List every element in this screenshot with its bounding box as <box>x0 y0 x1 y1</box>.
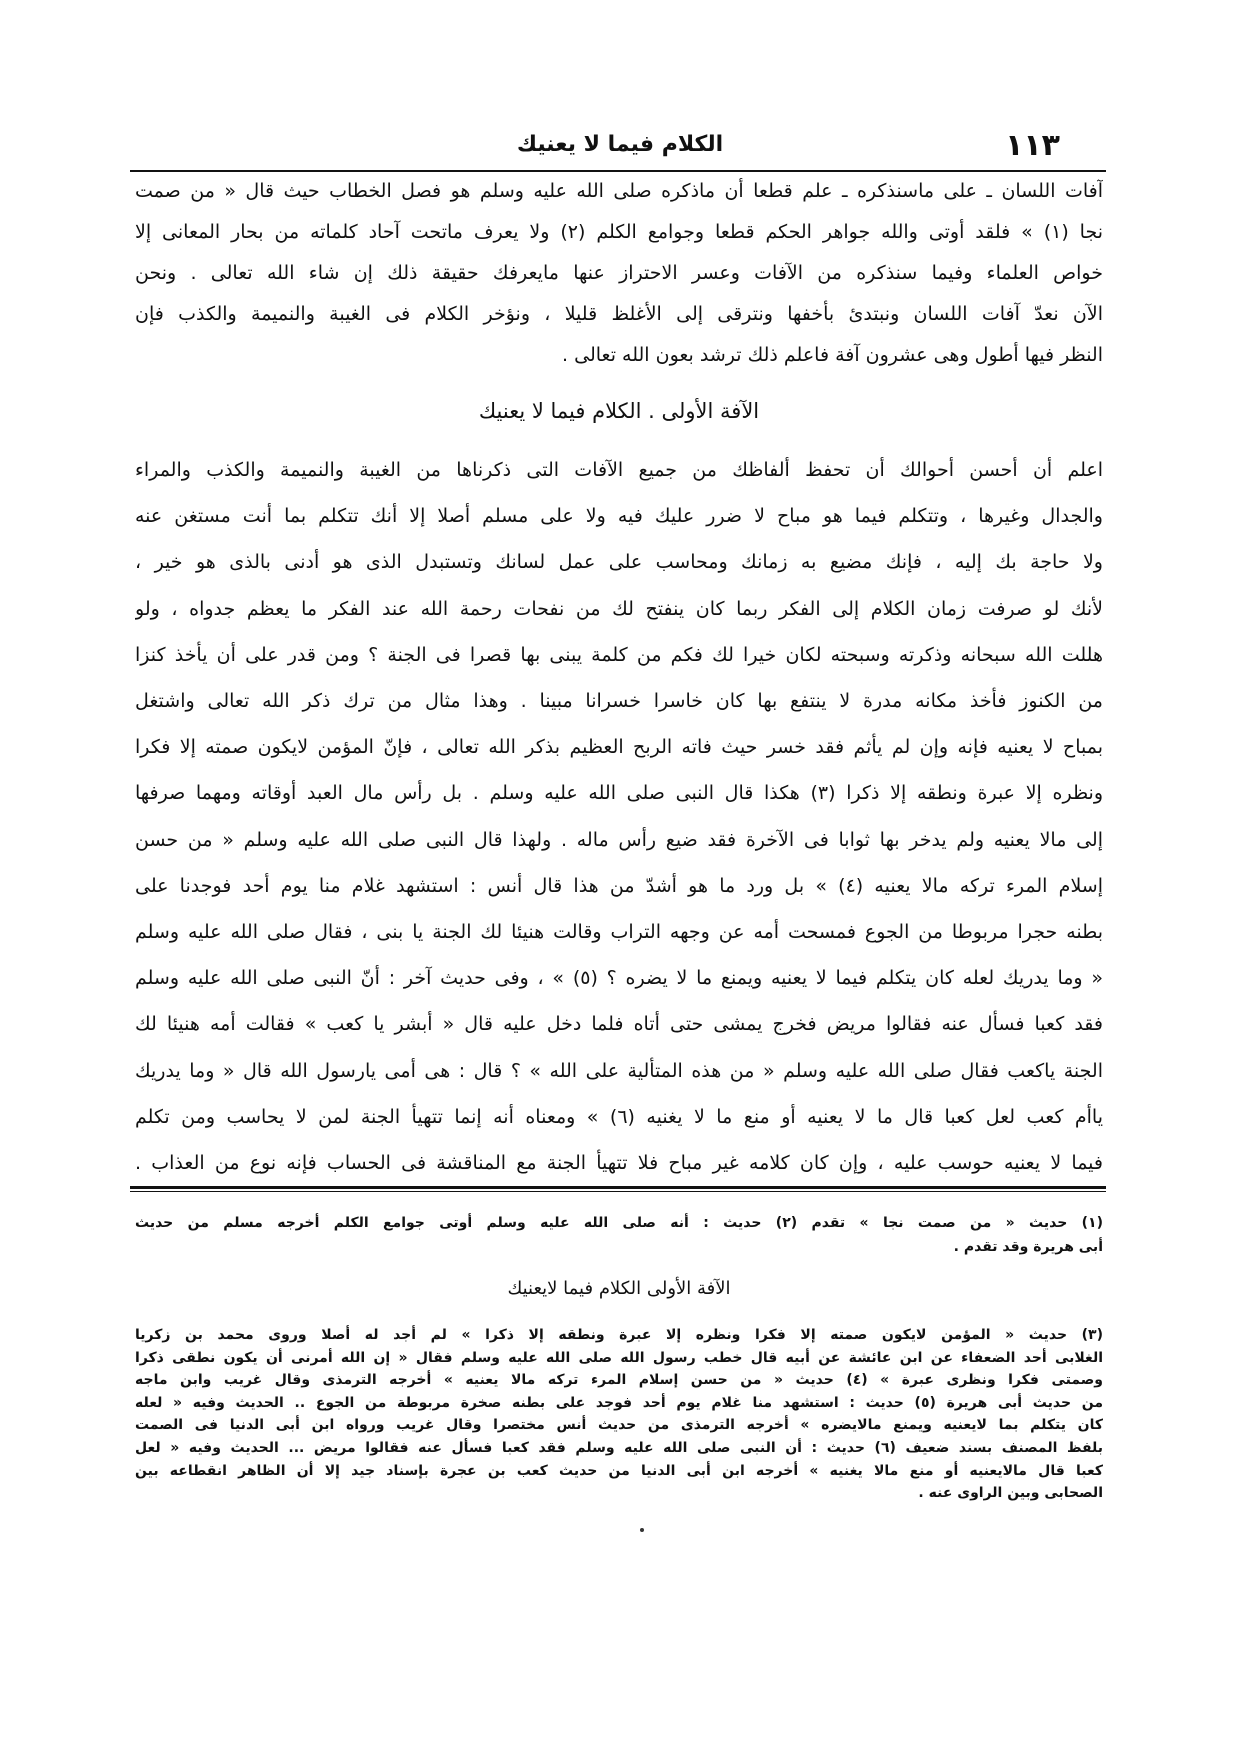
text-line: آفات اللسان ـ على ماسنذكره ـ علم قطعا أن ماذكره صلى الله عليه وسلم هو فصل الخطاب حيث قال « من صمت <box>135 180 1103 202</box>
text-line: خواص العلماء وفيما سنذكره من الآفات وعسر الاحتراز عنها مايعرفك حقيقة ذلك إن شاء الله تعالى . ونحن <box>135 262 1103 284</box>
text-line: الآن نعدّ آفات اللسان ونبتدئ بأخفها ونترقى إلى الأغلظ قليلا ، ونؤخر الكلام فى الغيبة والنميمة والكذب فإن <box>135 303 1103 325</box>
text-line: نجا (١) » فلقد أوتى والله جواهر الحكم قطعا وجوامع الكلم (٢) ولا يعرف ماتحت آحاد كلماته من بحار المعانى إلا <box>135 221 1103 243</box>
text-line: النظر فيها أطول وهى عشرون آفة فاعلم ذلك ترشد بعون الله تعالى . <box>562 344 1103 366</box>
text-line: اعلم أن أحسن أحوالك أن تحفظ ألفاظك من جميع الآفات التى ذكرناها من الغيبة والنميمة والكذب والمراء <box>135 459 1103 481</box>
text-line: ولا حاجة بك إليه ، فإنك مضيع به زمانك ومحاسب على عمل لسانك وتستبدل الذى هو أدنى بالذى هو خير ، <box>135 551 1103 574</box>
text-line: هللت الله سبحانه وذكرته وسبحته لكان خيرا لك فكم من كلمة يبنى بها قصرا فى الجنة ؟ ومن قدر على أن يأخذ كنزا <box>135 643 1103 666</box>
footnote-line: وصمتى فكرا ونظرى عبرة » (٤) حديث « من حسن إسلام المرء تركه مالا يعنيه » أخرجه الترمذى وقال غريب وابن ماجه <box>135 1372 1103 1389</box>
footnote-line: من حديث أبى هريرة (٥) حديث : استشهد منا غلام يوم أحد فوجد على بطنه صخرة مربوطة من الجوع .. الحديث وفيه « لعله <box>135 1394 1103 1411</box>
section-heading: الآفة الأولى . الكلام فيما لا يعنيك <box>478 399 760 423</box>
footnote-line: الصحابى وبين الراوى عنه . <box>918 1485 1103 1502</box>
text-line: بمباح لا يعنيه فإنه وإن لم يأثم فقد خسر حيث فاته الربح العظيم بذكر الله تعالى ، فإنّ المؤمن لايكون صمته إلا فكرا <box>135 736 1103 759</box>
text-line: فقد كعبا فسأل عنه فقالوا مريض فخرج يمشى حتى أتاه فلما دخل عليه قال « أبشر يا كعب » فقالت أمه هنيئا لك <box>135 1013 1103 1036</box>
page-number: ١١٣ <box>1005 128 1060 163</box>
text-line: لأنك لو صرفت زمان الكلام إلى الفكر ربما كان ينفتح لك من نفحات رحمة الله عند الفكر ما يعظم جدواه ، ولو <box>135 597 1103 620</box>
footnote-line: الغلابى أحد الضعفاء عن ابن عائشة عن أبيه قال خطب رسول الله صلى الله عليه وسلم فقال « إن الله أمرنى أن يكون نطقى ذكرا <box>135 1349 1103 1366</box>
footnote-line: (١) حديث « من صمت نجا » تقدم (٢) حديث : أنه صلى الله عليه وسلم أوتى جوامع الكلم أخرجه مسلم من حديث <box>135 1215 1103 1231</box>
running-title: الكلام فيما لا يعنيك <box>516 132 724 157</box>
page-mark <box>640 1528 644 1532</box>
footnote-line: كعبا قال مالايعنيه أو منع مالا يغنيه » أخرجه ابن أبى الدنيا من حديث كعب بن عجرة بإسناد جيد إلا أن الظاهر انقطاعه بين <box>135 1462 1103 1479</box>
text-line: « وما يدريك لعله كان يتكلم فيما لا يعنيه ويمنع ما لا يضره ؟ (٥) » ، وفى حديث آخر : أنّ النبى صلى الله عليه وسلم <box>135 967 1103 990</box>
text-line: الجنة ياكعب فقال صلى الله عليه وسلم « من هذه المتألية على الله » ؟ قال : هى أمى يارسول الله قال « وما يدريك <box>135 1059 1103 1082</box>
text-line: ونظره إلا عبرة ونطقه إلا ذكرا (٣) هكذا قال النبى صلى الله عليه وسلم . بل رأس مال العبد أوقاته ومهما صرفها <box>135 782 1103 805</box>
footnote-line: (٣) حديث « المؤمن لايكون صمته إلا فكرا ونظره إلا عبرة ونطقه إلا ذكرا » لم أجد له أصلا وروى محمد بن زكريا <box>135 1327 1103 1343</box>
header-rule <box>130 170 1106 172</box>
footnote-rule-thin <box>130 1191 1106 1192</box>
text-line: بطنه حجرا مربوطا من الجوع فمسحت أمه عن وجهه التراب وقالت هنيئا لك الجنة يا بنى ، فقال صلى الله عليه وسلم <box>135 921 1103 943</box>
footnote-line: بلفظ المصنف بسند ضعيف (٦) حديث : أن النبى صلى الله عليه وسلم فقد كعبا فسأل عنه فقالوا مريض ... الحديث وفيه « لعل <box>135 1440 1103 1456</box>
footnote-line: كان يتكلم بما لايعنيه ويمنع مالايضره » أخرجه الترمذى من حديث أنس مختصرا وقال غريب ورواه ابن أبى الدنيا فى الصمت <box>135 1417 1103 1434</box>
text-line: إسلام المرء تركه مالا يعنيه (٤) » بل ورد ما هو أشدّ من هذا قال أنس : استشهد غلام منا يوم أحد فوجدنا على <box>135 874 1103 897</box>
footnote-line: أبى هريرة وقد تقدم . <box>953 1239 1103 1255</box>
text-line: ياأم كعب لعل كعبا قال ما لا يعنيه أو منع ما لا يغنيه (٦) » ومعناه أنه إنما تتهيأ الجنة لمن لا يحاسب ومن تكلم <box>135 1105 1103 1128</box>
text-line: من الكنوز فأخذ مكانه مدرة لا ينتفع بها كان خاسرا خسرانا مبينا . وهذا مثال من ترك ذكر الله تعالى واشتغل <box>135 690 1103 712</box>
footnote-rule <box>130 1186 1106 1189</box>
text-line: والجدال وغيرها ، وتتكلم فيما هو مباح لا ضرر عليك فيه ولا على مسلم أصلا إلا أنك تتكلم بما أنت مستغن عنه <box>135 505 1103 528</box>
text-line: فيما لا يعنيه حوسب عليه ، وإن كان كلامه غير مباح فلا تتهيأ الجنة مع المناقشة فى الحساب فإنه نوع من العذاب . <box>135 1152 1103 1174</box>
text-line: إلى مالا يعنيه ولم يدخر بها ثوابا فى الآخرة فقد ضيع رأس ماله . ولهذا قال النبى صلى الله عليه وسلم « من حسن <box>135 828 1103 851</box>
footnote-heading: الآفة الأولى الكلام فيما لايعنيك <box>507 1278 731 1299</box>
